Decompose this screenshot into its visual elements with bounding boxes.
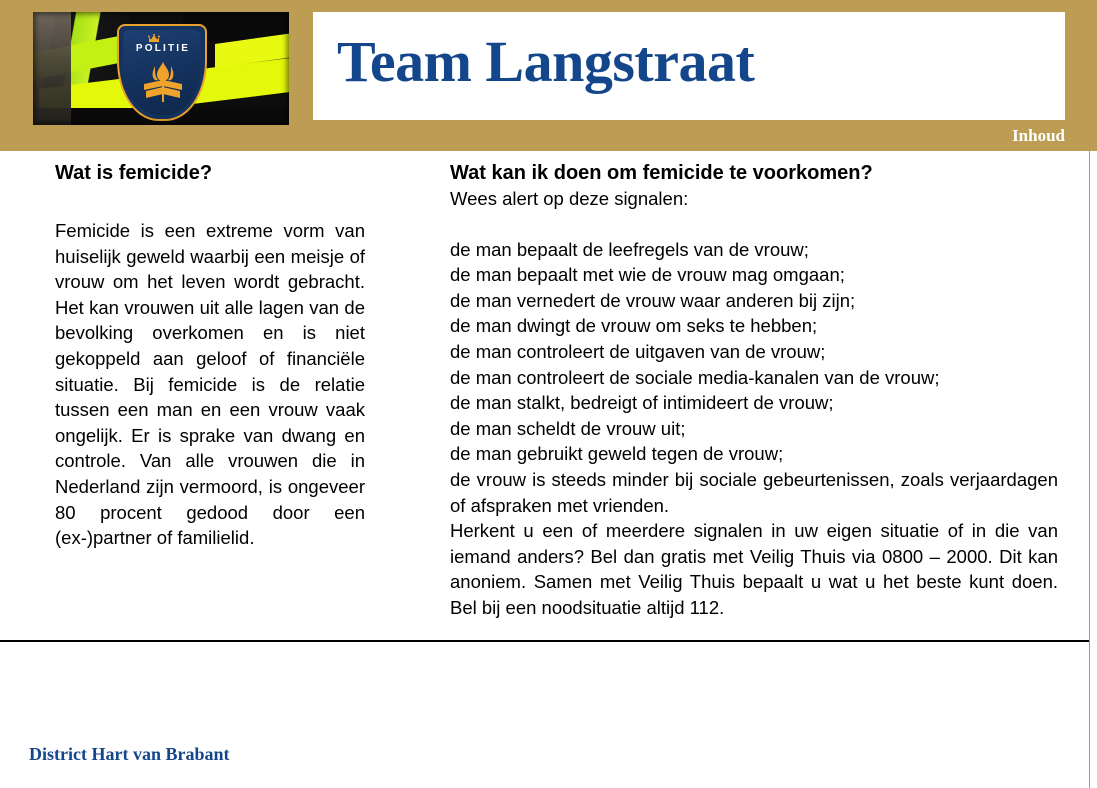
signal-list bbox=[450, 237, 1058, 519]
list-item: de man stalkt, bedreigt of intimideert de vrouw; bbox=[450, 392, 834, 414]
photo-vignette bbox=[33, 12, 289, 125]
header-band bbox=[0, 0, 1097, 151]
page-title: Team Langstraat bbox=[337, 29, 755, 94]
right-column-closing-paragraph: Herkent u een of meerdere signalen in uw eigen situatie of in die van iemand anders? Bel dan gratis met Veilig Thuis via 0800 – 2000. Dit kan anoniem. Samen met Veilig Thuis bepaalt u wat u het beste kunt doen. Bel bij een noodsituatie altijd 112. bbox=[450, 520, 1058, 618]
list-item: de man gebruikt geweld tegen de vrouw; bbox=[450, 443, 784, 465]
content-area bbox=[0, 151, 1097, 640]
right-column-lead: Wees alert op deze signalen: bbox=[450, 188, 689, 209]
list-item: de man vernedert de vrouw waar anderen bij zijn; bbox=[450, 289, 856, 311]
politie-uniform-photo bbox=[33, 12, 289, 125]
left-column-heading: Wat is femicide? bbox=[55, 162, 213, 184]
left-column-paragraph: Femicide is een extreme vorm van huiselijk geweld waarbij een meisje of vrouw om het leven wordt gebracht. Het kan vrouwen uit alle lagen van de bevolking overkomen en is niet gekoppeld aan geloof of financiële situatie. Bij femicide is de relatie tussen een man en een vrouw vaak ongelijk. Er is sprake van dwang en controle. Van alle vrouwen die in Nederland zijn vermoord, is ongeveer 80 procent gedood door een (ex-)partner of familielid. bbox=[55, 220, 365, 549]
inhoud-label[interactable]: Inhoud bbox=[1012, 126, 1065, 145]
list-item: de man controleert de uitgaven van de vrouw; bbox=[450, 340, 826, 362]
right-column-heading: Wat kan ik doen om femicide te voorkomen? bbox=[450, 162, 873, 184]
shield-wordmark: POLITIE bbox=[135, 43, 191, 54]
list-item: de man controleert de sociale media-kanalen van de vrouw; bbox=[450, 366, 940, 388]
list-item: de man scheldt de vrouw uit; bbox=[450, 417, 686, 439]
list-item: de man bepaalt de leefregels van de vrouw; bbox=[450, 238, 809, 260]
footer-district-label: District Hart van Brabant bbox=[29, 744, 230, 764]
page-border-right bbox=[1089, 151, 1090, 788]
list-item: de vrouw is steeds minder bij sociale gebeurtenissen, zoals verjaardagen of afspraken met vrienden. bbox=[450, 468, 1058, 516]
left-column bbox=[55, 160, 365, 551]
list-item: de man bepaalt met wie de vrouw mag omgaan; bbox=[450, 264, 845, 286]
footer-divider bbox=[0, 640, 1090, 642]
list-item: de man dwingt de vrouw om seks te hebben; bbox=[450, 315, 818, 337]
title-white-box bbox=[313, 12, 1065, 120]
right-column bbox=[450, 160, 1058, 621]
